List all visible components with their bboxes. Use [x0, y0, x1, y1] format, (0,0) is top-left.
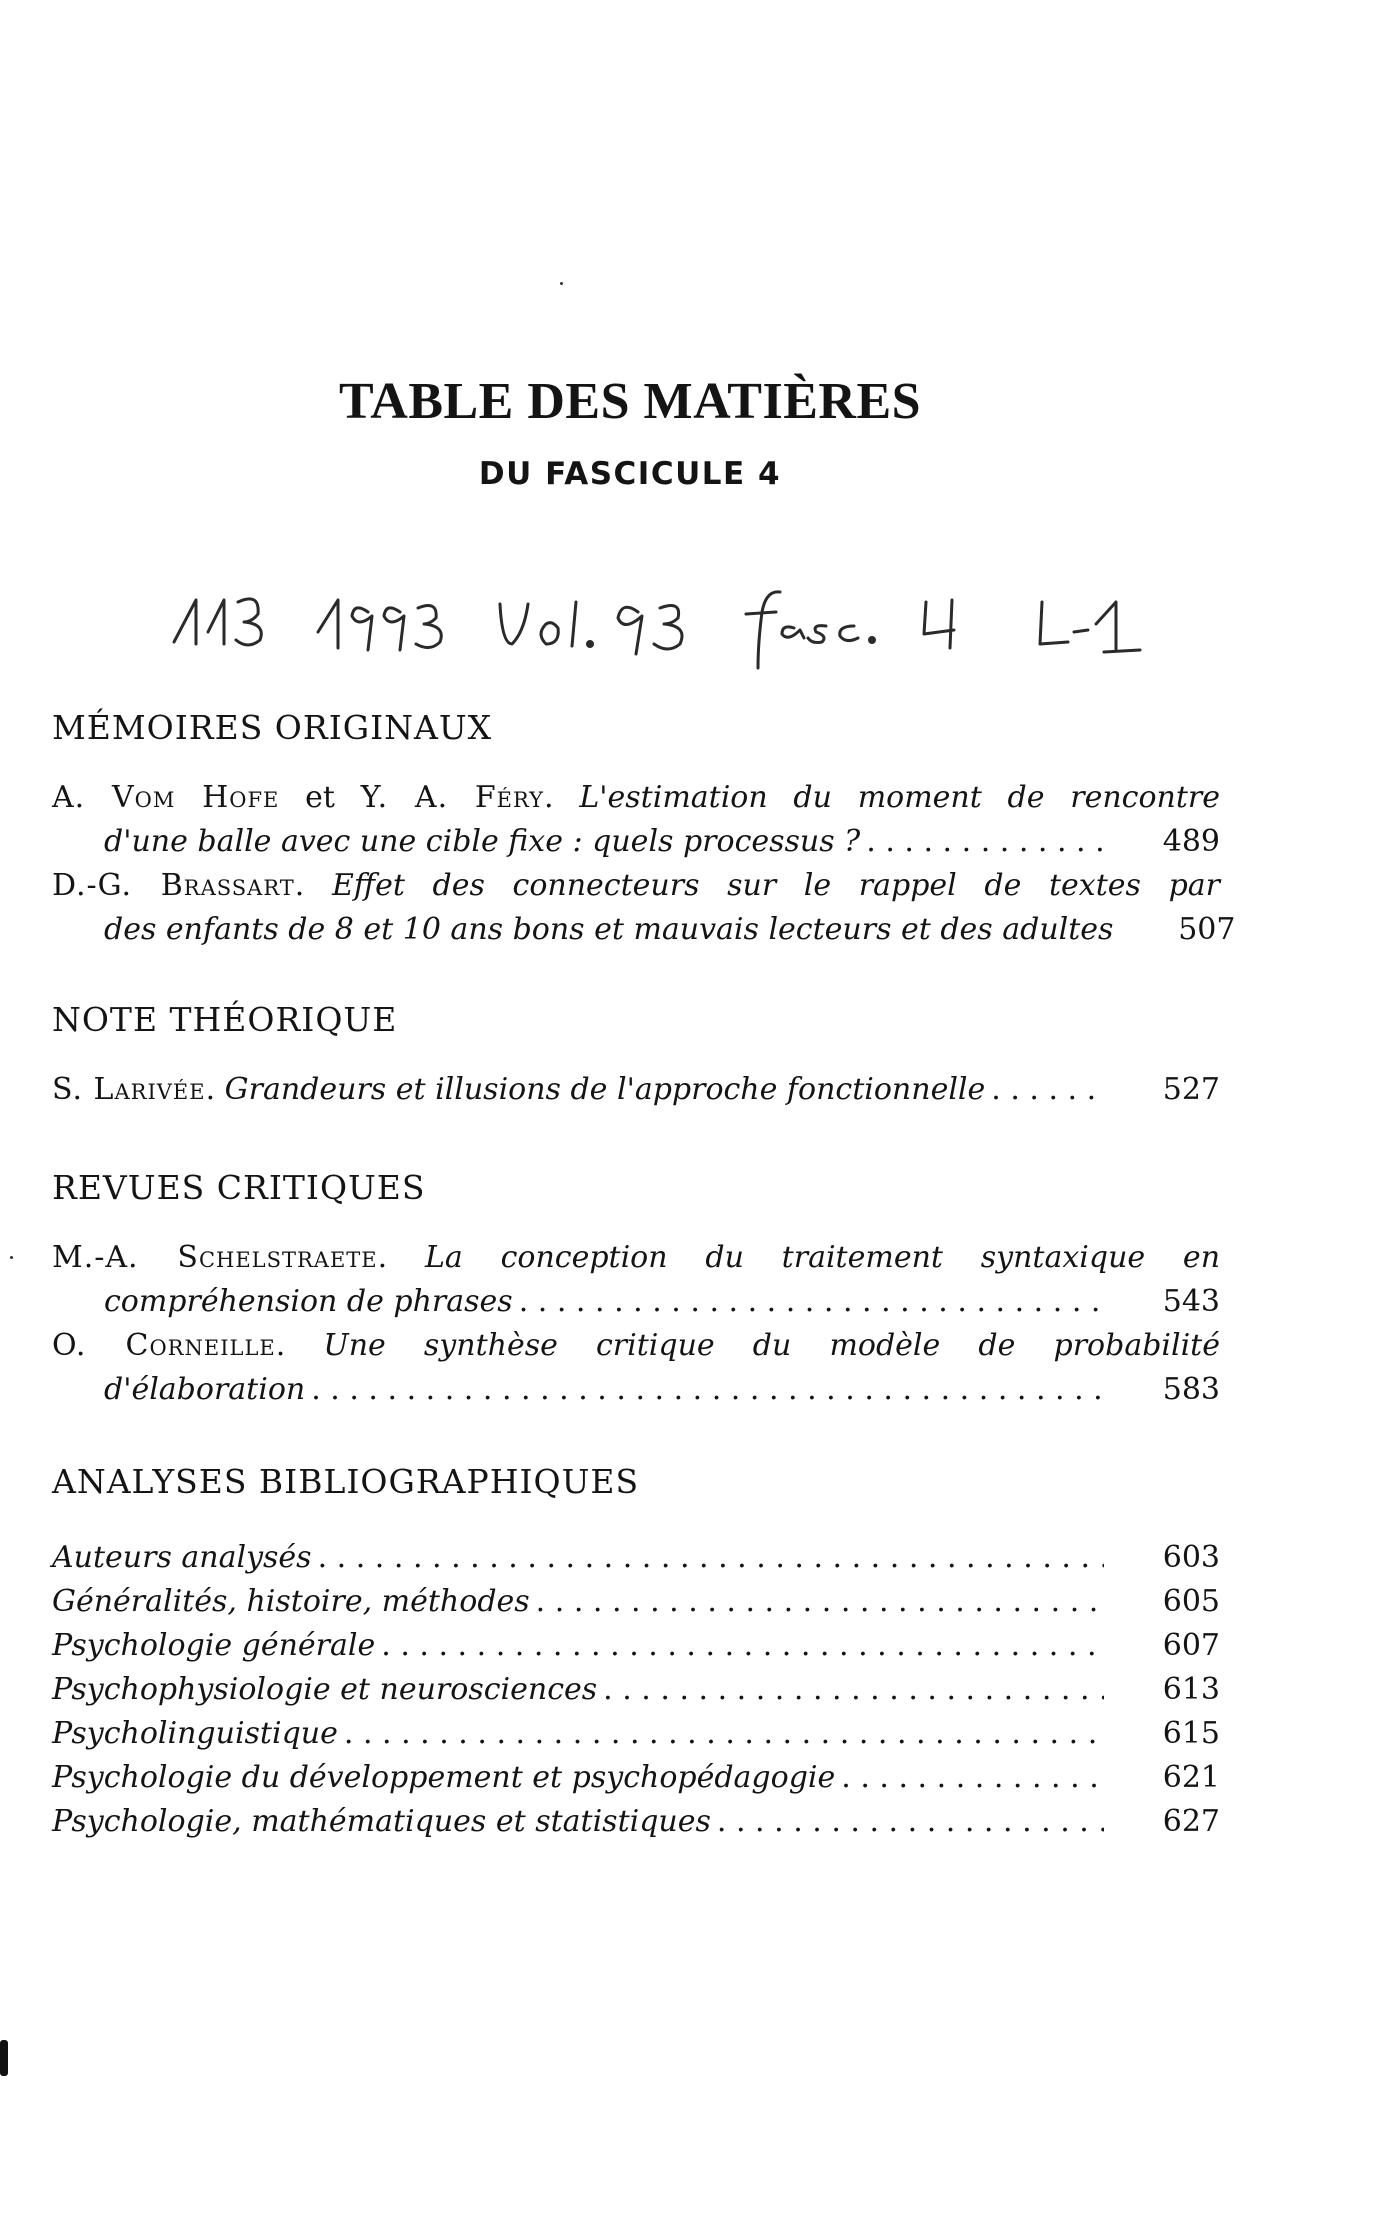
dot-leader: [597, 1672, 1104, 1707]
page-number: 613: [1162, 1672, 1220, 1707]
entry-title: Effet des connecteurs sur le rappel de textes par: [331, 868, 1221, 903]
page-number: 489: [1162, 824, 1220, 859]
analyses-label: Généralités, histoire, méthodes: [52, 1584, 530, 1619]
dot-leader: [835, 1760, 1104, 1795]
section-heading-memoires: MÉMOIRES ORIGINAUX: [52, 708, 493, 747]
entry-title: Une synthèse critique du modèle de probabilité: [323, 1328, 1220, 1363]
dot-leader: [513, 1280, 1104, 1324]
list-item: [52, 1672, 1220, 1716]
toc-entry-schelstraete: M.-A. Schelstraete. La conception du traitement syntaxique en compréhension de phrases . . . 543: [52, 1236, 1220, 1324]
dot-leader: [305, 1368, 1104, 1412]
entry-title: La conception du traitement syntaxique en: [424, 1240, 1221, 1275]
entry-author: A. Vom Hofe: [52, 780, 280, 815]
section-heading-analyses: ANALYSES BIBLIOGRAPHIQUES: [52, 1462, 640, 1501]
entry-title-continued: d'élaboration: [104, 1372, 306, 1407]
entry-author: Y. A. Féry: [360, 780, 545, 815]
dot-leader: [985, 1068, 1104, 1112]
analyses-label: Psychologie générale: [52, 1628, 376, 1663]
entry-author: O. Corneille: [52, 1328, 276, 1363]
scan-speck: [560, 282, 563, 285]
entry-author: S. Larivée: [52, 1072, 206, 1107]
entry-title: L'estimation du moment de rencontre: [579, 780, 1221, 815]
page-number: 527: [1162, 1072, 1220, 1107]
entry-title-continued: des enfants de 8 et 10 ans bons et mauvais lecteurs et des adultes: [104, 912, 1114, 947]
page-title: TABLE DES MATIÈRES: [338, 373, 922, 430]
page-number: 543: [1162, 1284, 1220, 1319]
toc-entry-brassart: D.-G. Brassart. Effet des connecteurs sur le rappel de textes par des enfants de 8 et 10 ans bons et mauvais lecteurs et des adultes . . . 507: [52, 864, 1220, 952]
scan-speck: [10, 1256, 13, 1259]
scan-edge-mark: [0, 2040, 8, 2076]
dot-leader: [375, 1628, 1104, 1663]
analyses-label: Auteurs analysés: [52, 1540, 312, 1575]
page-number: 603: [1162, 1540, 1220, 1575]
analyses-label: Psycholinguistique: [52, 1716, 338, 1751]
page-subtitle: DU FASCICULE 4: [478, 456, 782, 492]
list-item: [52, 1760, 1220, 1804]
analyses-label: Psychologie, mathématiques et statistiques: [52, 1804, 711, 1839]
dot-leader: [530, 1584, 1104, 1619]
entry-title: Grandeurs et illusions de l'approche fonctionnelle: [224, 1072, 986, 1107]
page-number: 615: [1162, 1716, 1220, 1751]
dot-leader: [1113, 908, 1119, 952]
entry-author: D.-G. Brassart: [52, 868, 295, 903]
section-heading-revues: REVUES CRITIQUES: [52, 1168, 426, 1207]
dot-leader: [338, 1716, 1104, 1751]
dot-leader: [860, 820, 1104, 864]
analyses-list: [52, 1540, 1220, 1848]
dot-leader: [312, 1540, 1104, 1575]
entry-author: M.-A. Schelstraete: [52, 1240, 378, 1275]
analyses-label: Psychologie du développement et psychopédagogie: [52, 1760, 836, 1795]
handwritten-annotation: [168, 572, 1348, 682]
entry-title-continued: d'une balle avec une cible fixe : quels processus ?: [104, 824, 861, 859]
entry-conjunction: et: [279, 780, 361, 815]
list-item: [52, 1716, 1220, 1760]
page-number: 607: [1162, 1628, 1220, 1663]
page-number: 507: [1178, 912, 1236, 947]
section-heading-note: NOTE THÉORIQUE: [52, 1000, 398, 1039]
toc-entry-corneille: O. Corneille. Une synthèse critique du modèle de probabilité d'élaboration . . . 583: [52, 1324, 1220, 1412]
analyses-label: Psychophysiologie et neurosciences: [52, 1672, 598, 1707]
list-item: [52, 1628, 1220, 1672]
page-number: 621: [1162, 1760, 1220, 1795]
dot-leader: [711, 1804, 1104, 1839]
list-item: [52, 1584, 1220, 1628]
list-item: [52, 1540, 1220, 1584]
page-number: 605: [1162, 1584, 1220, 1619]
entry-title-continued: compréhension de phrases: [104, 1284, 513, 1319]
page-number: 583: [1162, 1372, 1220, 1407]
toc-entry-larivee: S. Larivée. Grandeurs et illusions de l'approche fonctionnelle . . . 527: [52, 1068, 1220, 1112]
list-item: [52, 1804, 1220, 1848]
toc-entry-vom-hofe: A. Vom Hofe et Y. A. Féry. L'estimation du moment de rencontre d'une balle avec une cible fixe : quels processus ? . . . 489: [52, 776, 1220, 864]
page-number: 627: [1162, 1804, 1220, 1839]
